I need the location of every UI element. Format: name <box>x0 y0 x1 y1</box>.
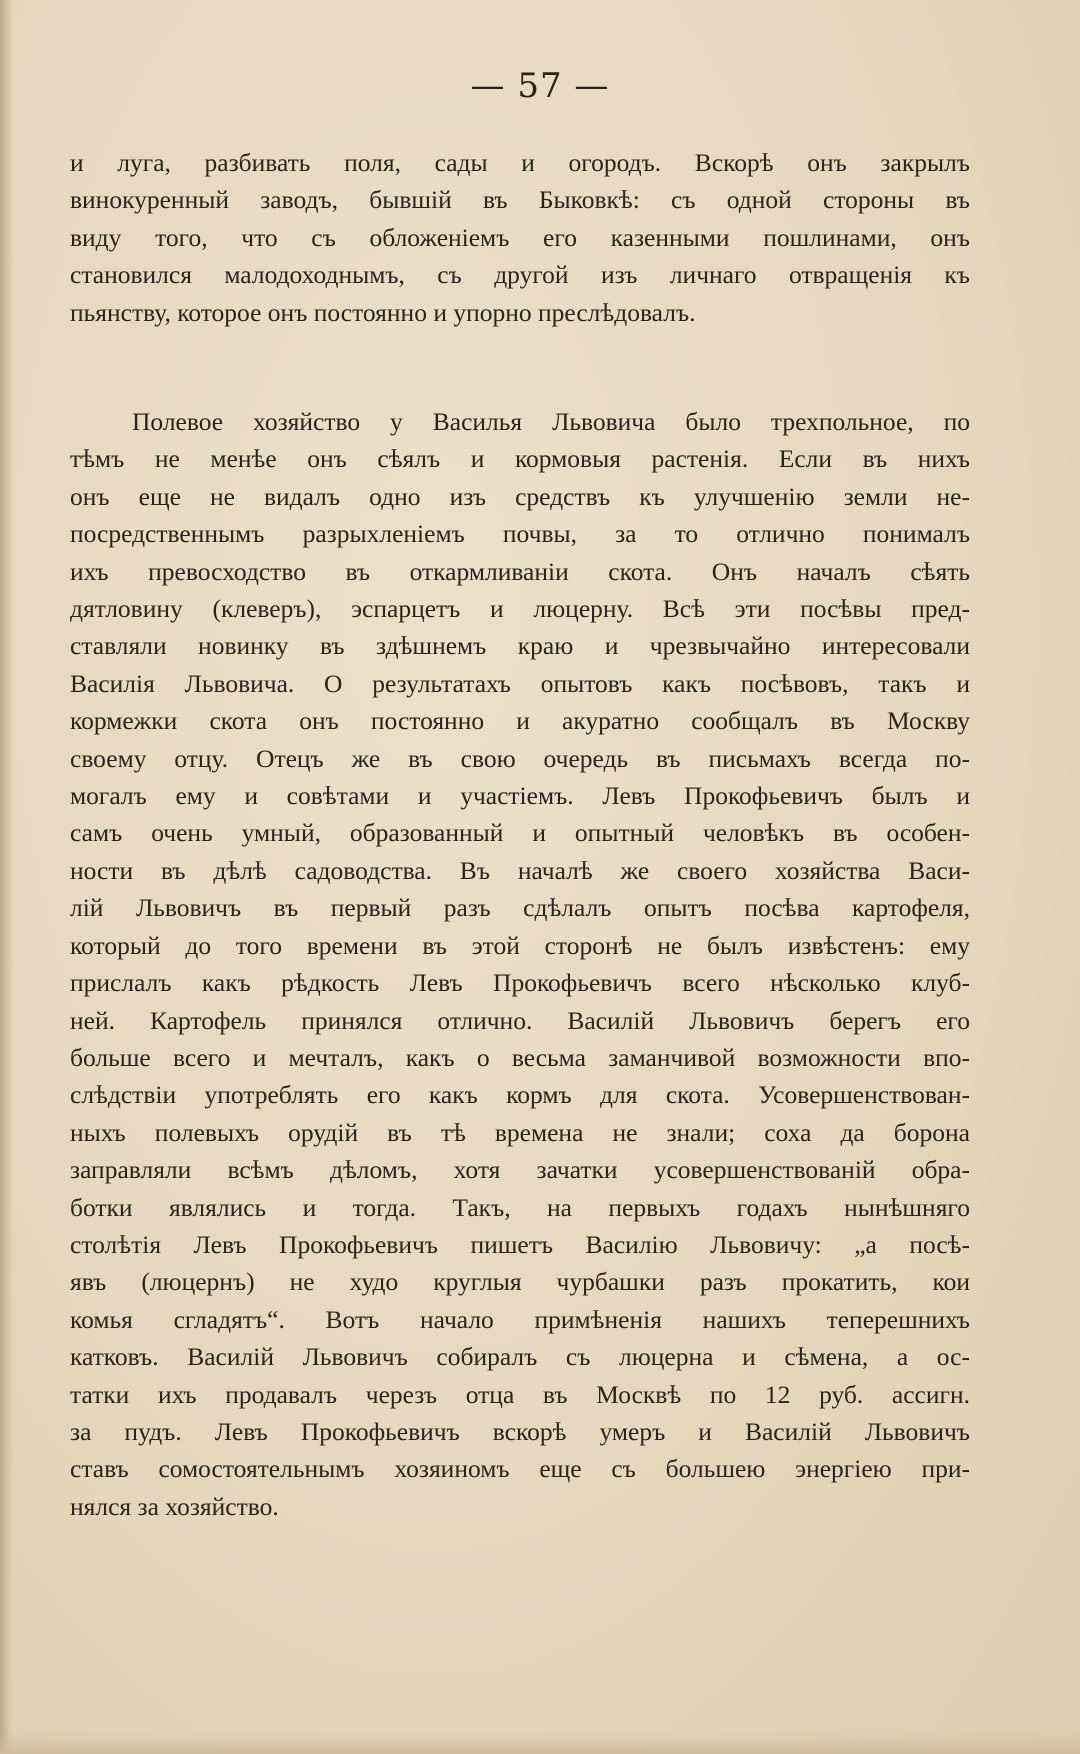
text-line: Полевое хозяйство у Василья Львовича было трехпольное, по <box>132 407 970 436</box>
text-line: кормежки скота онъ постоянно и акуратно сообщалъ въ Москву <box>70 706 970 736</box>
page-number: — 57 — <box>470 66 610 106</box>
text-line: который до того времени въ этой сторонѣ не былъ извѣстенъ: ему <box>70 930 970 960</box>
text-line: больше всего и мечталъ, какъ о весьма заманчивой возможности впо- <box>70 1042 970 1072</box>
text-line: тѣмъ не менѣе онъ сѣялъ и кормовыя растенія. Если въ нихъ <box>70 444 970 474</box>
text-line: ботки являлись и тогда. Такъ, на первыхъ годахъ нынѣшняго <box>70 1192 970 1222</box>
text-line: и луга, разбивать поля, сады и огородъ. Вскорѣ онъ закрылъ <box>70 148 970 177</box>
text-line: становился малодоходнымъ, съ другой изъ личнаго отвращенія къ <box>70 260 970 290</box>
page-spine-shadow <box>0 0 14 1754</box>
text-line: онъ еще не видалъ одно изъ средствъ къ улучшенію земли не- <box>70 481 970 511</box>
text-line: прислалъ какъ рѣдкость Левъ Прокофьевичъ всего нѣсколько клуб- <box>70 968 970 998</box>
text-line: ихъ превосходство въ откармливаніи скота. Онъ началъ сѣять <box>70 556 970 586</box>
text-line: катковъ. Василій Львовичъ собиралъ съ люцерна и сѣмена, а ос- <box>70 1342 970 1372</box>
text-line: ней. Картофель принялся отлично. Василій Львовичъ берегъ его <box>70 1005 970 1035</box>
text-line: Василія Львовича. О результатахъ опытовъ какъ посѣвовъ, такъ и <box>70 668 970 698</box>
text-line: ставъ сомостоятельнымъ хозяиномъ еще съ большею энергіею при- <box>70 1454 970 1484</box>
page-bottom-edge <box>0 1732 1080 1754</box>
text-line: ставляли новинку въ здѣшнемъ краю и чрезвычайно интересовали <box>70 631 970 661</box>
text-line: слѣдствіи употреблять его какъ кормъ для скота. Усовершенствован- <box>70 1080 970 1110</box>
text-line: комья сгладятъ“. Вотъ начало примѣненія нашихъ теперешнихъ <box>70 1304 970 1334</box>
text-line: дятловину (клеверъ), эспарцетъ и люцерну. Всѣ эти посѣвы пред- <box>70 594 970 624</box>
text-line: лій Львовичъ въ первый разъ сдѣлалъ опытъ посѣва картофеля, <box>70 893 970 923</box>
text-line: пьянству, которое онъ постоянно и упорно преслѣдовалъ. <box>70 297 696 327</box>
text-line: ныхъ полевыхъ орудій въ тѣ времена не знали; соха да борона <box>70 1117 970 1147</box>
text-line: ности въ дѣлѣ садоводства. Въ началѣ же своего хозяйства Васи- <box>70 855 970 885</box>
paragraph-2 <box>70 403 970 1525</box>
text-line: столѣтія Левъ Прокофьевичъ пишетъ Василію Львовичу: „а посѣ- <box>70 1229 970 1259</box>
text-line: виду того, что съ обложеніемъ его казенными пошлинами, онъ <box>70 222 970 252</box>
text-line: татки ихъ продавалъ черезъ отца въ Москвѣ по 12 руб. ассигн. <box>70 1379 970 1409</box>
paragraph-1 <box>70 144 970 331</box>
text-line: винокуренный заводъ, бывшій въ Быковкѣ: съ одной стороны въ <box>70 185 970 215</box>
text-line: за пудъ. Левъ Прокофьевичъ вскорѣ умеръ и Василій Львовичъ <box>70 1416 970 1446</box>
text-line: явъ (люцернъ) не худо круглыя чурбашки разъ прокатить, кои <box>70 1267 970 1297</box>
text-line: нялся за хозяйство. <box>70 1491 279 1521</box>
text-line: могалъ ему и совѣтами и участіемъ. Левъ Прокофьевичъ былъ и <box>70 781 970 811</box>
text-line: заправляли всѣмъ дѣломъ, хотя зачатки усовершенствованій обра- <box>70 1155 970 1185</box>
text-line: посредственнымъ разрыхленіемъ почвы, за то отлично понималъ <box>70 519 970 549</box>
text-line: самъ очень умный, образованный и опытный человѣкъ въ особен- <box>70 818 970 848</box>
text-line: своему отцу. Отецъ же въ свою очередь въ письмахъ всегда по- <box>70 743 970 773</box>
